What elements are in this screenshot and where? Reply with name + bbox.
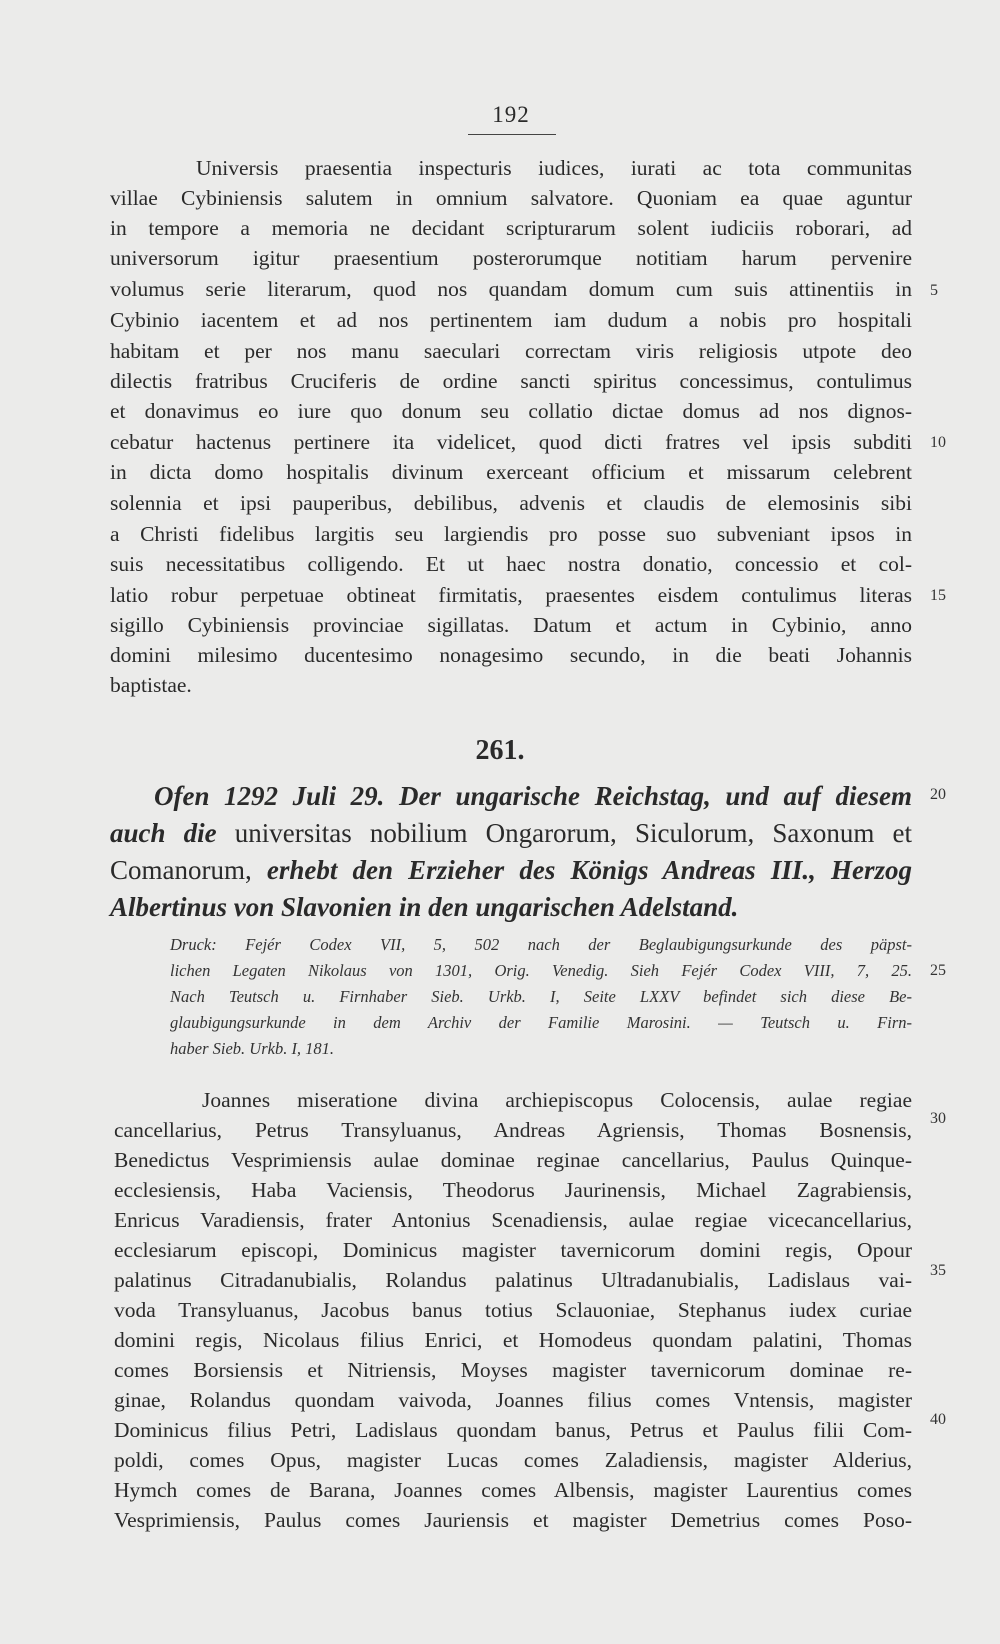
text-line: ginae, Rolandus quondam vaivoda, Joannes filius comes Vntensis, magister [114, 1388, 912, 1412]
text-line: volumus serie literarum, quod nos quandam domum cum suis attinentiis in [110, 277, 912, 301]
charter-number: 261. [475, 735, 525, 766]
heading-italic: auch die [110, 818, 217, 848]
text-line: in dicta domo hospitalis divinum exerceant officium et missarum celebrent [110, 460, 912, 484]
margin-line-number: 30 [930, 1110, 946, 1127]
text-line: cebatur hactenus pertinere ita videlicet, quod dicti fratres vel ipsis subditi [110, 430, 912, 454]
heading-roman: universitas nobilium Ongarorum, Siculorum, Saxonum et [216, 818, 912, 848]
heading-italic: Ofen 1292 Juli 29. Der ungarische Reichstag, und auf diesem [154, 781, 912, 811]
heading-line [110, 889, 738, 925]
note-line: Druck: Fejér Codex VII, 5, 502 nach der Beglaubigungsurkunde des päpst- [170, 935, 912, 954]
text-line: universorum igitur praesentium posterorumque notitiam harum pervenire [110, 246, 912, 270]
text-line: Enricus Varadiensis, frater Antonius Scenadiensis, aulae regiae vicecancellarius, [114, 1208, 912, 1232]
margin-line-number: 25 [930, 962, 946, 979]
text-line: Benedictus Vesprimiensis aulae dominae reginae cancellarius, Paulus Quinque- [114, 1148, 912, 1172]
text-line: habitam et per nos manu saeculari correctam viris religiosis utpote deo [110, 339, 912, 363]
text-line: poldi, comes Opus, magister Lucas comes Zaladiensis, magister Alderius, [114, 1448, 912, 1472]
text-line: voda Transyluanus, Jacobus banus totius Sclauoniae, Stephanus iudex curiae [114, 1298, 912, 1322]
text-line: cancellarius, Petrus Transyluanus, Andreas Agriensis, Thomas Bosnensis, [114, 1118, 912, 1142]
heading-line [110, 852, 912, 888]
text-line: palatinus Citradanubialis, Rolandus palatinus Ultradanubialis, Ladislaus vai- [114, 1268, 912, 1292]
margin-line-number: 35 [930, 1262, 946, 1279]
heading-italic: erhebt den Erzieher des Königs Andreas III., Herzog [266, 855, 912, 885]
text-line: comes Borsiensis et Nitriensis, Moyses magister tavernicorum dominae re- [114, 1358, 912, 1382]
text-line: a Christi fidelibus largitis seu largiendis pro posse suo subveniant ipsos in [110, 522, 912, 546]
heading-italic: Albertinus von Slavonien in den ungarischen Adelstand. [110, 892, 739, 922]
heading-line [110, 815, 912, 851]
page-number: 192 [492, 102, 530, 127]
text-line: sigillo Cybiniensis provinciae sigillatas. Datum et actum in Cybinio, anno [110, 613, 912, 637]
margin-line-number: 20 [930, 786, 946, 803]
text-line: Vesprimiensis, Paulus comes Jauriensis et magister Demetrius comes Poso- [114, 1508, 912, 1532]
heading-line [154, 778, 912, 814]
text-line: domini milesimo ducentesimo nonagesimo secundo, in die beati Johannis [110, 643, 912, 667]
heading-roman: Comanorum, [110, 855, 267, 885]
text-line: dilectis fratribus Cruciferis de ordine sancti spiritus concessimus, contulimus [110, 369, 912, 393]
text-line: Hymch comes de Barana, Joannes comes Albensis, magister Laurentius comes [114, 1478, 912, 1502]
margin-line-number: 10 [930, 434, 946, 451]
text-line: Cybinio iacentem et ad nos pertinentem iam dudum a nobis pro hospitali [110, 308, 912, 332]
text-line: Joannes miseratione divina archiepiscopus Colocensis, aulae regiae [202, 1088, 912, 1112]
note-line: lichen Legaten Nikolaus von 1301, Orig. Venedig. Sieh Fejér Codex VIII, 7, 25. [170, 961, 912, 980]
text-line: suis necessitatibus colligendo. Et ut haec nostra donatio, concessio et col- [110, 552, 912, 576]
note-line: haber Sieb. Urkb. I, 181. [170, 1039, 335, 1058]
text-line: Dominicus filius Petri, Ladislaus quondam banus, Petrus et Paulus filii Com- [114, 1418, 912, 1442]
text-line: Universis praesentia inspecturis iudices, iurati ac tota communitas [196, 156, 912, 180]
text-line: latio robur perpetuae obtineat firmitatis, praesentes eisdem contulimus literas [110, 583, 912, 607]
margin-line-number: 15 [930, 587, 946, 604]
text-line: ecclesiarum episcopi, Dominicus magister tavernicorum domini regis, Opour [114, 1238, 912, 1262]
text-line: baptistae. [110, 673, 192, 697]
text-line: ecclesiensis, Haba Vaciensis, Theodorus Jaurinensis, Michael Zagrabiensis, [114, 1178, 912, 1202]
text-line: et donavimus eo iure quo donum seu collatio dictae domus ad nos dignos- [110, 399, 912, 423]
text-line: domini regis, Nicolaus filius Enrici, et Homodeus quondam palatini, Thomas [114, 1328, 912, 1352]
text-line: solennia et ipsi pauperibus, debilibus, advenis et claudis de elemosinis sibi [110, 491, 912, 515]
note-line: Nach Teutsch u. Firnhaber Sieb. Urkb. I, Seite LXXV befindet sich diese Be- [170, 987, 912, 1006]
page-number-rule [468, 134, 556, 135]
text-line: in tempore a memoria ne decidant scripturarum solent iudiciis roborari, ad [110, 216, 912, 240]
margin-line-number: 40 [930, 1411, 946, 1428]
margin-line-number: 5 [930, 282, 938, 299]
text-line: villae Cybiniensis salutem in omnium salvatore. Quoniam ea quae aguntur [110, 186, 912, 210]
note-line: glaubigungsurkunde in dem Archiv der Familie Marosini. — Teutsch u. Firn- [170, 1013, 912, 1032]
